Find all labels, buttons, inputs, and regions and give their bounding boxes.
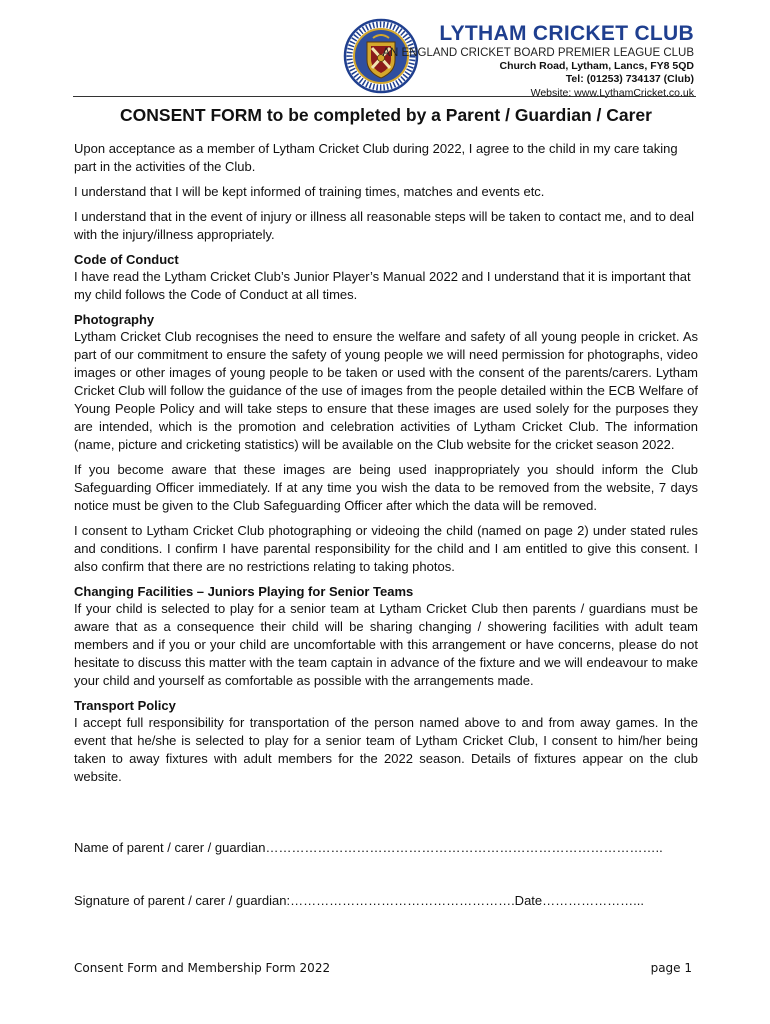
club-name: LYTHAM CRICKET CLUB	[439, 22, 694, 45]
photography-consent-text: I consent to Lytham Cricket Club photographing or videoing the child (named on page 2) under stated rules and conditions. I confirm I have parental responsibility for the child and I am entitled to give this consent. I also confirm that there are no restrictions relating to taking photos.	[74, 523, 698, 574]
changing-facilities-text: If your child is selected to play for a senior team at Lytham Cricket Club then parents / guardians must be aware that as a consequence their child will be sharing changing / showering facilities with adult team members and if you or your child are uncomfortable with this arrangement or have concerns, please do not hesitate to discuss this matter with the team captain in advance of the fixture and we will endeavour to make your child and yourself as comfortable as possible with the arrangements made.	[74, 601, 698, 688]
club-address: Church Road, Lytham, Lancs, FY8 5QD	[499, 60, 694, 72]
form-body	[74, 103, 698, 793]
club-details	[382, 22, 694, 100]
injury-statement: I understand that in the event of injury or illness all reasonable steps will be taken to contact me, and to deal with the injury/illness appropriately.	[74, 209, 695, 242]
club-telephone: Tel: (01253) 734137 (Club)	[565, 73, 694, 85]
letterhead	[0, 0, 770, 100]
parent-signature-field[interactable]: Signature of parent / carer / guardian:…………………………………………….Date…………………...	[74, 893, 644, 908]
parent-name-field[interactable]: Name of parent / carer / guardian………………………………………………………………………………..	[74, 840, 663, 855]
membership-agreement: Upon acceptance as a member of Lytham Cricket Club during 2022, I agree to the child in my care taking part in the activities of the Club.	[74, 141, 678, 174]
code-of-conduct-heading: Code of Conduct	[74, 252, 179, 267]
photography-misuse-text: If you become aware that these images are being used inappropriately you should inform the Club Safeguarding Officer immediately. If at any time you wish the data to be removed from the website, 7 days notice must be given to the Club Safeguarding Officer after which the data will be removed.	[74, 462, 698, 513]
changing-facilities-heading: Changing Facilities – Juniors Playing for Senior Teams	[74, 584, 414, 599]
club-website: Website: www.LythamCricket.co.uk	[530, 87, 694, 99]
transport-policy-text: I accept full responsibility for transportation of the person named above to and from away games. In the event that he/she is selected to play for a senior team of Lytham Cricket Club, I consent to him/her being taken to away fixtures with adult members for the 2022 season. Details of fixtures appear on the club website.	[74, 715, 698, 784]
footer-document-title: Consent Form and Membership Form 2022	[74, 961, 331, 975]
photography-text: Lytham Cricket Club recognises the need to ensure the welfare and safety of all young people in cricket. As part of our commitment to ensure the safety of young people we will need permission for photographs, video images or other images of young people to be taken or used with the consent of the parents/carers. Lytham Cricket Club will follow the guidance of the use of images from the people detailed within the ECB Welfare of Young People Policy and will take steps to ensure that these images are used solely for the purposes they are intended, which is the promotion and celebration activities of Lytham Cricket Club. The information (name, picture and cricketing statistics) will be available on the Club website for the cricket season 2022.	[74, 329, 698, 452]
information-statement: I understand that I will be kept informed of training times, matches and events etc.	[74, 184, 545, 199]
photography-heading: Photography	[74, 312, 155, 327]
transport-policy-heading: Transport Policy	[74, 698, 176, 713]
club-tagline: AN ENGLAND CRICKET BOARD PREMIER LEAGUE CLUB	[382, 47, 694, 59]
header-divider	[73, 96, 696, 97]
page-title: CONSENT FORM to be completed by a Parent / Guardian / Carer	[120, 105, 652, 125]
code-of-conduct-text: I have read the Lytham Cricket Club’s Junior Player’s Manual 2022 and I understand that it is important that my child follows the Code of Conduct at all times.	[74, 269, 691, 302]
footer-page-number: page 1	[650, 961, 692, 975]
